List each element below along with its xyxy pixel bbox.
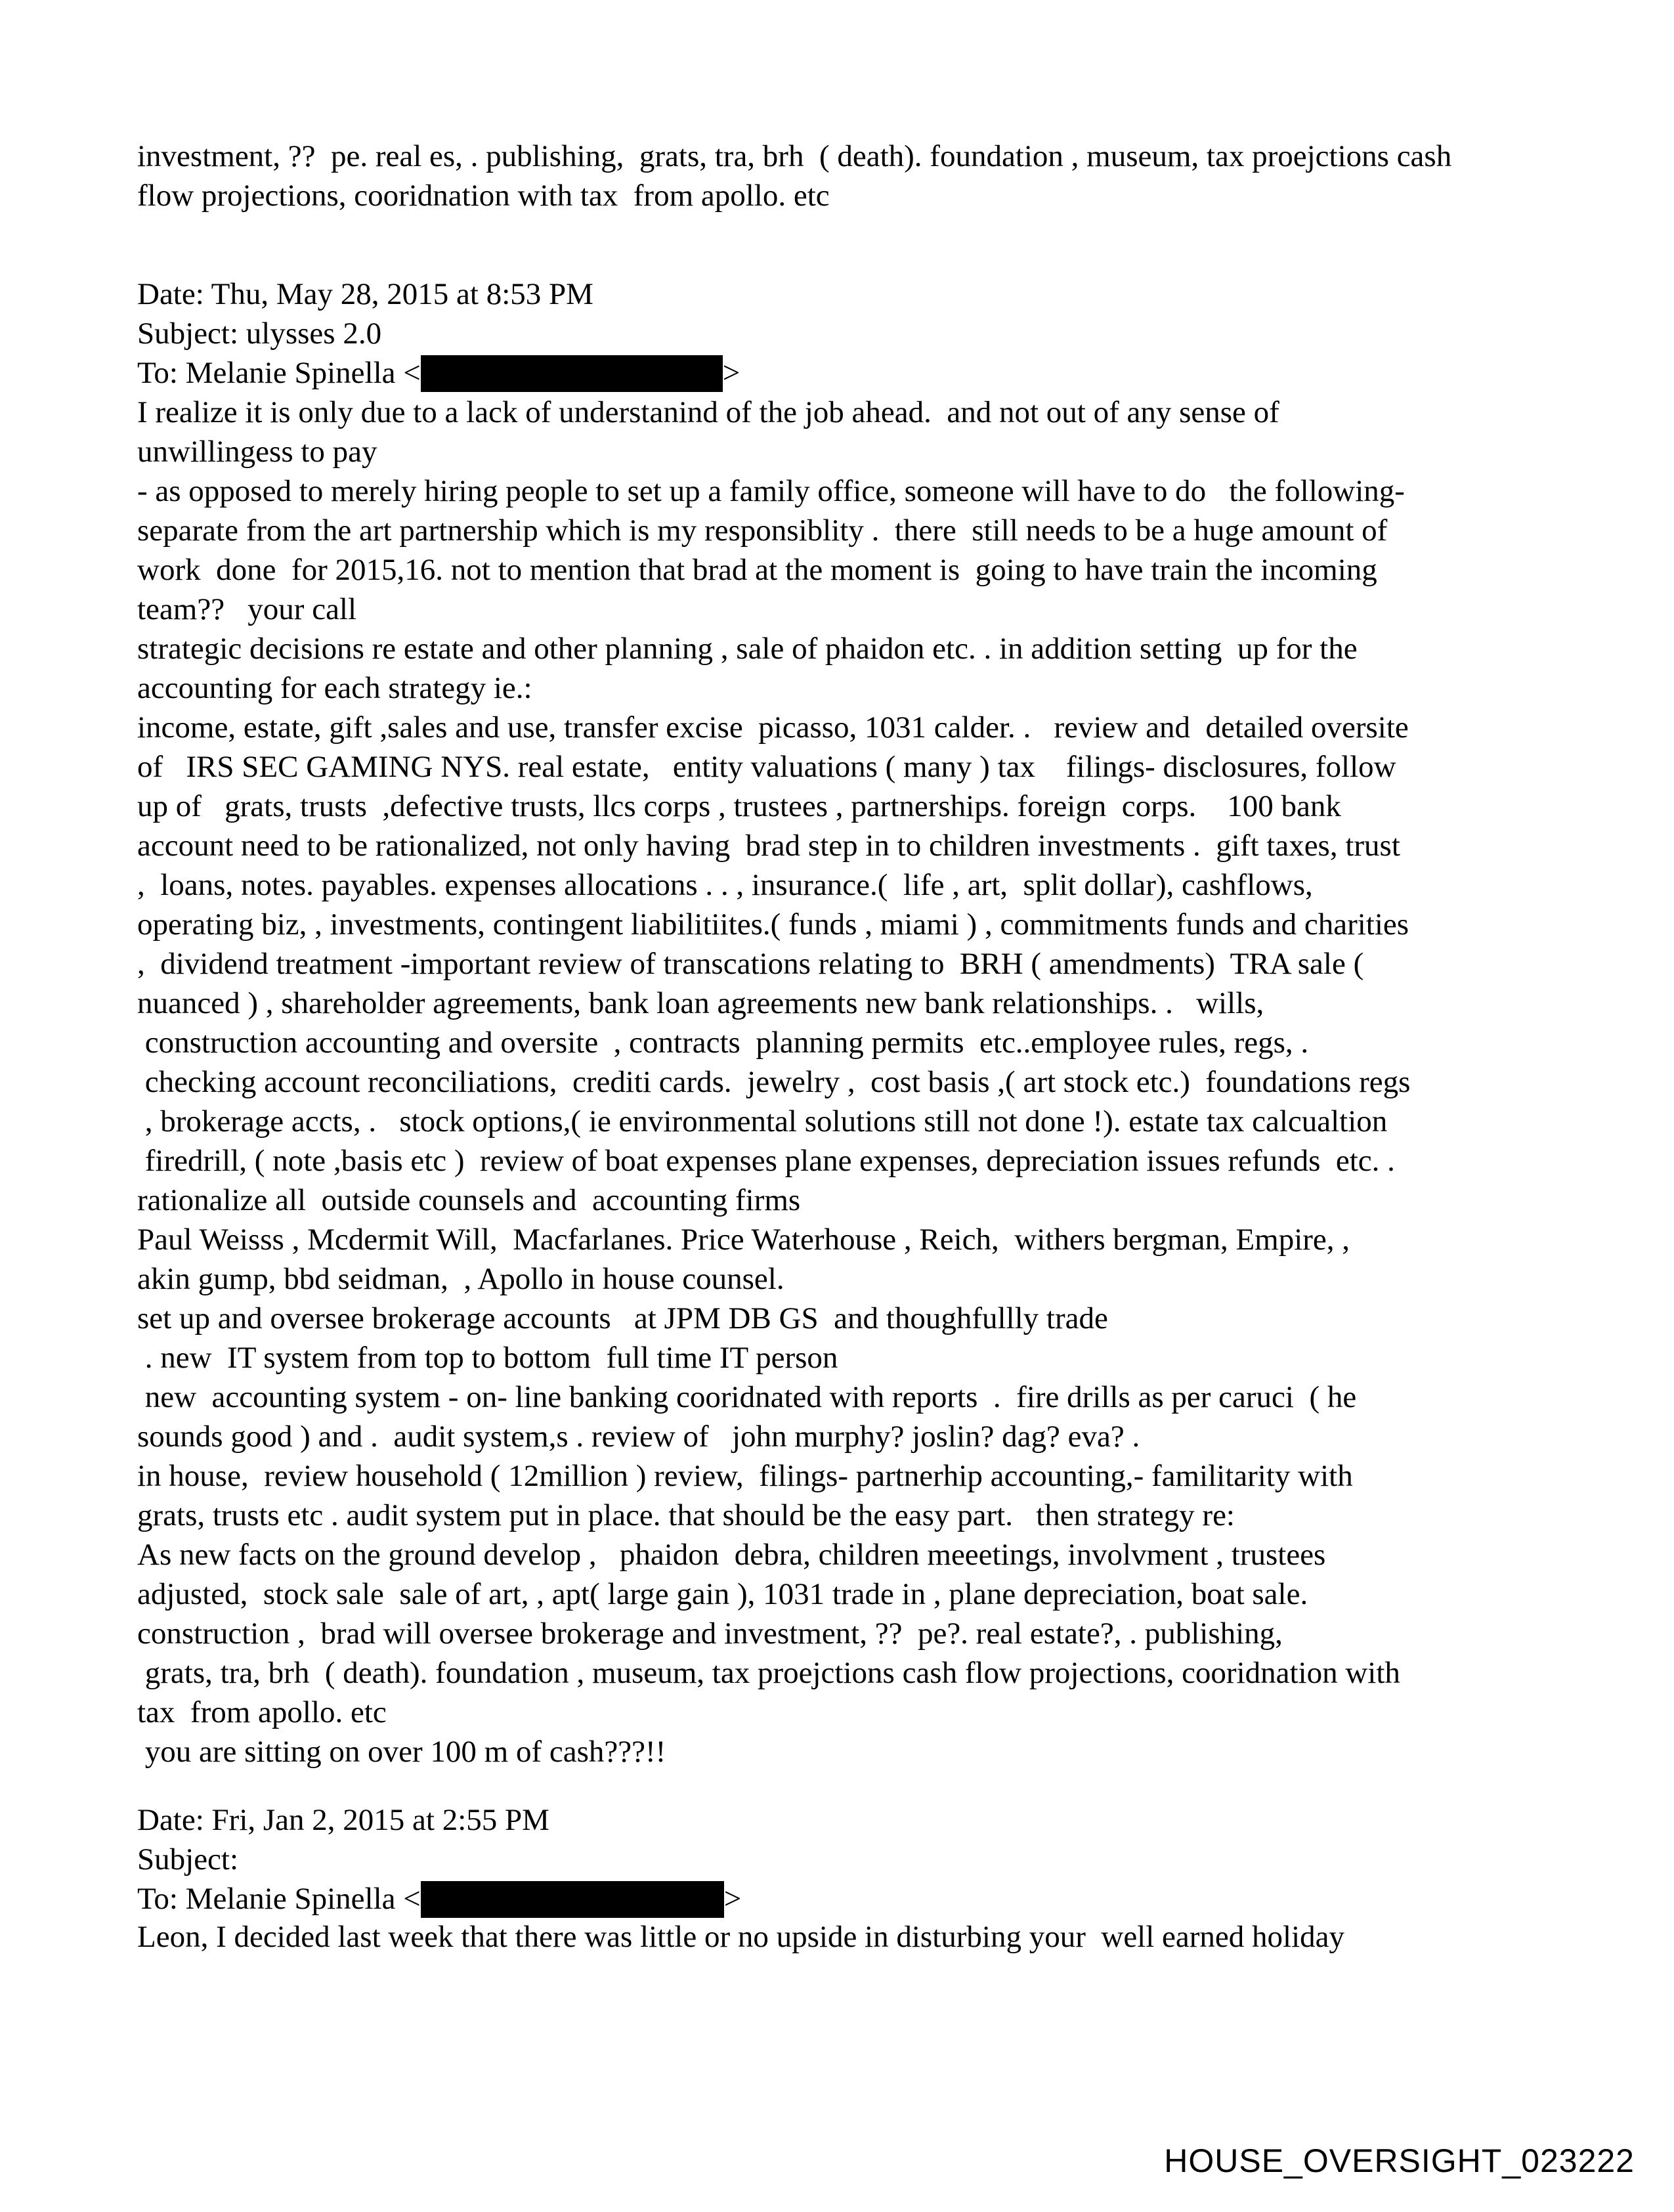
body-line: rationalize all outside counsels and accounting firms [137, 1183, 801, 1217]
body-line: , brokerage accts, . stock options,( ie environmental solutions still not done !). estate tax calcualtion [137, 1104, 1388, 1139]
body-line: nuanced ) , shareholder agreements, bank loan agreements new bank relationships. . wills, [137, 986, 1264, 1020]
body-line: up of grats, trusts ,defective trusts, llcs corps , trustees , partnerships. foreign corps. 100 bank [137, 789, 1341, 823]
body-line: construction , brad will oversee brokerage and investment, ?? pe?. real estate?, . publishing, [137, 1616, 1283, 1651]
email2-header [137, 1800, 1549, 1919]
body-line: accounting for each strategy ie.: [137, 671, 532, 705]
body-line: , loans, notes. payables. expenses allocations . . , insurance.( life , art, split dollar), cashflows, [137, 868, 1313, 902]
body-line: sounds good ) and . audit system,s . review of john murphy? joslin? dag? eva? . [137, 1420, 1140, 1454]
body-line: firedrill, ( note ,basis etc ) review of boat expenses plane expenses, depreciation issues refunds etc. . [137, 1144, 1395, 1178]
intro-block [137, 137, 1549, 215]
intro-line: flow projections, cooridnation with tax from apollo. etc [137, 179, 830, 213]
email2-to-prefix: To: Melanie Spinella < [137, 1882, 421, 1916]
body-line: construction accounting and oversite , contracts planning permits etc..employee rules, regs, . [137, 1026, 1309, 1060]
body-line: . new IT system from top to bottom full time IT person [137, 1341, 838, 1375]
email1-body [137, 393, 1549, 1771]
body-line: tax from apollo. etc [137, 1695, 387, 1729]
email1-date: Date: Thu, May 28, 2015 at 8:53 PM [137, 277, 593, 311]
email2-date: Date: Fri, Jan 2, 2015 at 2:55 PM [137, 1803, 549, 1837]
body-line: new accounting system - on- line banking cooridnated with reports . fire drills as per caruci ( he [137, 1380, 1357, 1414]
body-line: grats, trusts etc . audit system put in place. that should be the easy part. then strategy re: [137, 1498, 1235, 1532]
body-line: , dividend treatment -important review of transcations relating to BRH ( amendments) TRA sale ( [137, 947, 1364, 981]
body-line: work done for 2015,16. not to mention that brad at the moment is going to have train the incoming [137, 553, 1377, 587]
document-id-footer: HOUSE_OVERSIGHT_023222 [1164, 2142, 1635, 2179]
body-line: income, estate, gift ,sales and use, transfer excise picasso, 1031 calder. . review and detailed oversite [137, 710, 1409, 745]
body-line: As new facts on the ground develop , phaidon debra, children meeetings, involvment , trustees [137, 1538, 1326, 1572]
email2-to [137, 1879, 1549, 1919]
body-line: strategic decisions re estate and other planning , sale of phaidon etc. . in addition setting up for the [137, 632, 1358, 666]
body-line: checking account reconciliations, crediti cards. jewelry , cost basis ,( art stock etc.) foundations regs [137, 1065, 1411, 1099]
body-line: akin gump, bbd seidman, , Apollo in house counsel. [137, 1262, 784, 1296]
body-line: account need to be rationalized, not only having brad step in to children investments . gift taxes, trust [137, 829, 1400, 863]
body-line: adjusted, stock sale sale of art, , apt( large gain ), 1031 trade in , plane depreciation, boat sale. [137, 1577, 1308, 1611]
body-line: you are sitting on over 100 m of cash???!! [137, 1735, 666, 1769]
email2-subject: Subject: [137, 1842, 239, 1876]
body-line: - as opposed to merely hiring people to set up a family office, someone will have to do the following- [137, 474, 1405, 508]
redaction-bar [421, 355, 723, 392]
intro-line: investment, ?? pe. real es, . publishing, grats, tra, brh ( death). foundation , museum, tax proejctions cash [137, 139, 1452, 173]
body-line: unwillingess to pay [137, 435, 377, 469]
body-line: grats, tra, brh ( death). foundation , museum, tax proejctions cash flow projections, cooridnation with [137, 1656, 1400, 1690]
email1-to-prefix: To: Melanie Spinella < [137, 356, 421, 390]
body-line: Leon, I decided last week that there was little or no upside in disturbing your well earned holiday [137, 1920, 1345, 1954]
email1-to-suffix: > [722, 356, 740, 390]
email2-body [137, 1917, 1549, 1957]
body-line: team?? your call [137, 592, 357, 626]
body-line: set up and oversee brokerage accounts at JPM DB GS and thoughfullly trade [137, 1301, 1108, 1335]
email1-subject: Subject: ulysses 2.0 [137, 316, 382, 351]
body-line: I realize it is only due to a lack of understanind of the job ahead. and not out of any sense of [137, 395, 1279, 429]
email1-header [137, 274, 1549, 393]
redaction-bar [421, 1881, 724, 1918]
body-line: separate from the art partnership which is my responsiblity . there still needs to be a huge amount of [137, 513, 1388, 548]
email2-to-suffix: > [723, 1882, 742, 1916]
body-line: in house, review household ( 12million ) review, filings- partnerhip accounting,- familitarity with [137, 1459, 1353, 1493]
body-line: of IRS SEC GAMING NYS. real estate, entity valuations ( many ) tax filings- disclosures, follow [137, 750, 1396, 784]
body-line: Paul Weisss , Mcdermit Will, Macfarlanes. Price Waterhouse , Reich, withers bergman, Empire, , [137, 1223, 1350, 1257]
body-line: operating biz, , investments, contingent liabilitiites.( funds , miami ) , commitments funds and charities [137, 907, 1409, 942]
email1-to [137, 353, 1549, 393]
